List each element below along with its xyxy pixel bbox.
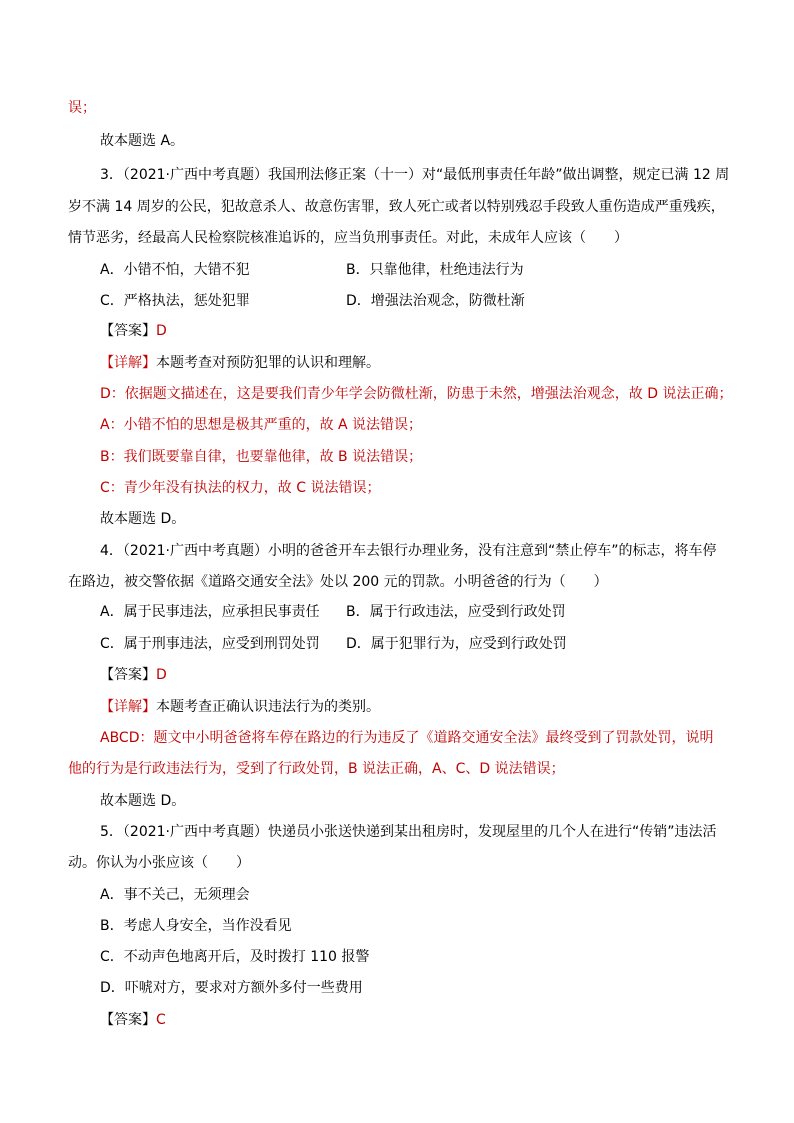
q4-answer	[100, 665, 167, 685]
answer-label: 【答案】	[100, 1012, 156, 1028]
q3-explanation-d: D：依据题文描述在，这是要我们青少年学会防微杜渐，防患于未然，增强法治观念，故 D 说法正确；	[100, 386, 733, 402]
q4-detail	[100, 697, 380, 717]
q5-option-c: C．不动声色地离开后，及时拨打 110 报警	[100, 949, 370, 965]
detail-intro: 本题考查对预防犯罪的认识和理解。	[156, 355, 380, 371]
q3-option-b: B．只靠他律，杜绝违法行为	[346, 262, 524, 278]
q4-option-d: D．属于犯罪行为，应受到行政处罚	[346, 636, 567, 652]
q3-answer	[100, 321, 167, 341]
q4-explanation-line2: 他的行为是行政违法行为，受到了行政处罚，B 说法正确，A、C、D 说法错误；	[68, 761, 565, 777]
q3-explanation-c: C：青少年没有执法的权力，故 C 说法错误；	[100, 480, 381, 496]
detail-label: 【详解】	[100, 699, 156, 715]
q4-stem-line2: 在路边，被交警依据《道路交通安全法》处以 200 元的罚款。小明爸爸的行为（ ）	[68, 574, 608, 590]
answer-value: D	[156, 323, 167, 339]
q3-stem-line3: 情节恶劣，经最高人民检察院核准追诉的，应当负刑事责任。对此，未成年人应该（ ）	[68, 230, 628, 246]
detail-intro: 本题考查正确认识违法行为的类别。	[156, 699, 380, 715]
q4-option-c: C．属于刑事违法，应受到刑罚处罚	[100, 636, 320, 652]
answer-label: 【答案】	[100, 667, 156, 683]
q3-stem-line1: 3．（2021·广西中考真题）我国刑法修正案（十一）对“最低刑事责任年龄”做出调整，规定已满 12 周	[100, 167, 730, 183]
q3-stem-line2: 岁不满 14 周岁的公民，犯故意杀人、故意伤害罪，致人死亡或者以特别残忍手段致人重伤造成严重残疾，	[68, 199, 725, 215]
q5-answer	[100, 1010, 166, 1030]
q5-option-b: B．考虑人身安全，当作没看见	[100, 918, 292, 934]
q5-stem-line1: 5．（2021·广西中考真题）快递员小张送快递到某出租房时，发现屋里的几个人在进行“传销”违法活	[100, 824, 717, 840]
q3-option-d: D．增强法治观念，防微杜渐	[346, 293, 525, 309]
answer-label: 【答案】	[100, 323, 156, 339]
q3-option-a: A．小错不怕，大错不犯	[100, 262, 250, 278]
answer-value: D	[156, 667, 167, 683]
q4-stem-line1: 4．（2021·广西中考真题）小明的爸爸开车去银行办理业务，没有注意到“禁止停车”的标志，将车停	[100, 543, 717, 559]
q4-option-b: B．属于行政违法，应受到行政处罚	[346, 604, 566, 620]
q5-stem-line2: 动。你认为小张应该（ ）	[68, 855, 250, 871]
q4-explanation-line1: ABCD：题文中小明爸爸将车停在路边的行为违反了《道路交通安全法》最终受到了罚款处罚，说明	[100, 730, 714, 746]
q3-detail	[100, 353, 380, 373]
q5-option-a: A．事不关己，无须理会	[100, 887, 250, 903]
q4-option-a: A．属于民事违法，应承担民事责任	[100, 604, 320, 620]
prev-conclusion: 故本题选 A。	[100, 133, 185, 149]
q3-conclusion: 故本题选 D。	[100, 511, 186, 527]
answer-value: C	[156, 1012, 166, 1028]
prev-explanation-tail: 误；	[68, 100, 96, 116]
q3-option-c: C．严格执法，惩处犯罪	[100, 293, 250, 309]
q3-explanation-a: A：小错不怕的思想是极其严重的，故 A 说法错误；	[100, 417, 423, 433]
detail-label: 【详解】	[100, 355, 156, 371]
q4-conclusion: 故本题选 D。	[100, 793, 186, 809]
q3-explanation-b: B：我们既要靠自律，也要靠他律，故 B 说法错误；	[100, 449, 423, 465]
q5-option-d: D．吓唬对方，要求对方额外多付一些费用	[100, 980, 363, 996]
